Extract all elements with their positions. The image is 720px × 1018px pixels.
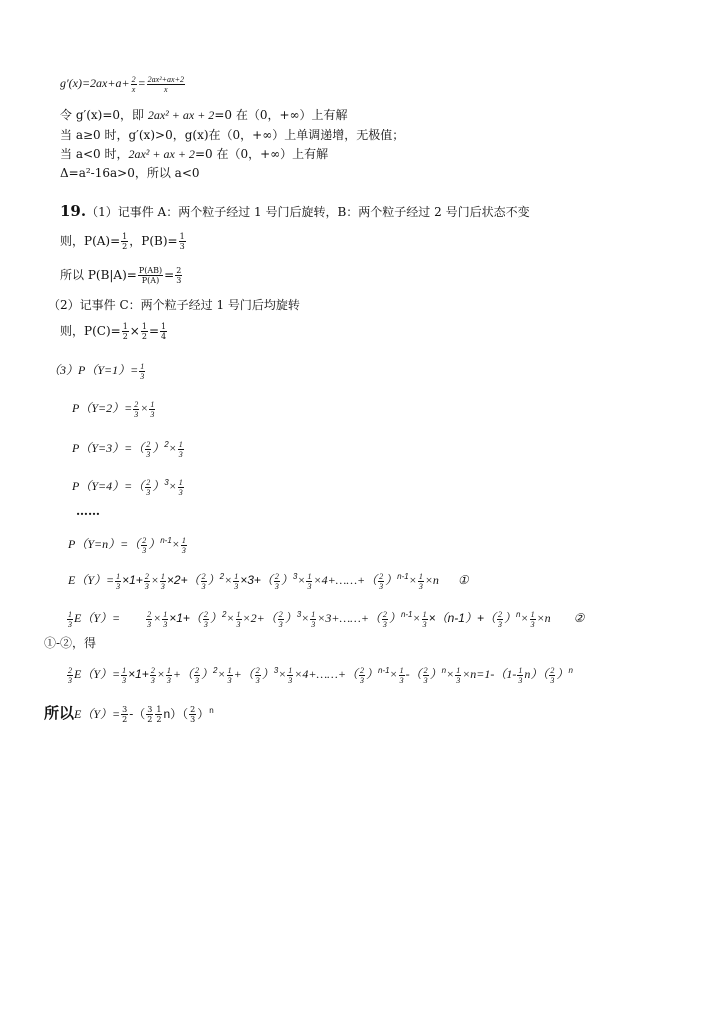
- term: ×2+（: [166, 573, 200, 587]
- fraction: [121, 705, 128, 724]
- term: ×1+（: [169, 611, 202, 625]
- times: ×: [408, 573, 417, 587]
- fraction: [138, 266, 163, 285]
- text: =0 在（0，+∞）上有解: [194, 147, 329, 161]
- denominator: 3: [307, 581, 312, 591]
- text: E（Y）=: [68, 573, 115, 587]
- fraction: [139, 362, 145, 381]
- p-y4-line: [72, 474, 185, 497]
- numerator: 2: [190, 705, 196, 714]
- question-number: 19.: [60, 202, 87, 220]
- conditional-probability-line: [60, 266, 183, 285]
- numerator: P(AB): [138, 266, 163, 275]
- text: 当 a<0 时，: [60, 147, 129, 161]
- times: ×: [301, 611, 310, 625]
- condition-line-3: [60, 145, 328, 163]
- denominator: 2: [122, 715, 128, 724]
- numerator: 2: [146, 439, 151, 449]
- term: ×4+……+（: [313, 573, 378, 587]
- discriminant-line: [60, 164, 200, 182]
- numerator: 2: [382, 609, 387, 619]
- numerator: 1: [122, 322, 128, 331]
- final-result-line: [44, 702, 214, 724]
- numerator: 1: [116, 571, 121, 581]
- text: ）: [365, 667, 378, 681]
- exponent: 3: [164, 478, 169, 487]
- denominator: 3: [179, 242, 185, 251]
- fraction: [146, 610, 152, 629]
- numerator: 2: [142, 535, 147, 545]
- fraction: [122, 322, 129, 341]
- denominator: 3: [68, 675, 72, 685]
- expectation-line-3: [66, 662, 573, 685]
- fraction: [274, 572, 280, 591]
- denominator: 2: [156, 715, 162, 724]
- times: ×: [412, 611, 421, 625]
- term: -（: [405, 667, 422, 681]
- fraction: [166, 666, 172, 685]
- text: ①-②，得: [44, 636, 97, 650]
- fraction: [133, 400, 139, 419]
- text: 令 g′(x)=0，即: [60, 108, 148, 122]
- text: 则，P(C)=: [60, 324, 121, 338]
- denominator: 3: [236, 619, 241, 629]
- numerator: 1: [122, 232, 128, 241]
- term: ×4+……+（: [294, 667, 358, 681]
- numerator: 1: [178, 477, 183, 487]
- denominator: P(A): [141, 276, 160, 285]
- term: ×（n-1）+（: [428, 611, 496, 625]
- denominator: 3: [150, 409, 155, 419]
- text: ）: [201, 667, 214, 681]
- text: n）（: [163, 707, 189, 721]
- denominator: 3: [134, 409, 139, 419]
- math-expr: 2ax² + ax + 2: [147, 108, 215, 122]
- text: ）: [280, 573, 293, 587]
- numerator: 1: [140, 361, 145, 371]
- fraction: [150, 666, 156, 685]
- numerator: 1: [166, 665, 171, 675]
- fraction: [141, 322, 148, 341]
- exponent: 2: [213, 666, 218, 675]
- fraction: [455, 666, 461, 685]
- numerator: 2ax²+ax+2: [147, 74, 184, 84]
- p-y2-line: [72, 399, 156, 419]
- fraction: [155, 705, 162, 724]
- numerator: 1: [418, 571, 423, 581]
- text: ）: [556, 667, 569, 681]
- fraction: [422, 610, 428, 629]
- expectation-line-1: [68, 568, 469, 591]
- denominator: 3: [274, 581, 279, 591]
- numerator: 3: [147, 705, 153, 714]
- fraction: [179, 232, 186, 251]
- numerator: 1: [311, 609, 316, 619]
- fraction: [162, 610, 168, 629]
- numerator: 1: [181, 535, 186, 545]
- numerator: 2: [201, 571, 206, 581]
- numerator: 1: [236, 609, 241, 619]
- times: ×: [224, 573, 233, 587]
- times: ×: [171, 537, 180, 551]
- numerator: 1: [227, 665, 232, 675]
- denominator: 3: [146, 449, 151, 459]
- denominator: 3: [379, 581, 384, 591]
- numerator: 2: [379, 571, 384, 581]
- fraction: [146, 705, 153, 724]
- denominator: 3: [518, 675, 523, 685]
- exponent: 3: [292, 572, 298, 581]
- probability-a-b-line: [60, 232, 187, 251]
- term: +（: [172, 667, 194, 681]
- text: （2）记事件 C：两个粒子经过 1 号门后均旋转: [48, 298, 300, 312]
- subtract-line: [44, 634, 96, 652]
- equals: =: [164, 268, 175, 282]
- numerator: 2: [134, 399, 139, 409]
- numerator: 2: [146, 477, 151, 487]
- fraction: [67, 610, 73, 629]
- text: ）: [207, 573, 220, 587]
- equation-marker: ①: [457, 573, 469, 587]
- fraction: [131, 75, 137, 94]
- term: ×3+……+（: [317, 611, 381, 625]
- fraction: [418, 572, 424, 591]
- numerator: 2: [195, 665, 200, 675]
- denominator: 3: [142, 545, 147, 555]
- numerator: 1: [150, 399, 155, 409]
- denominator: 3: [195, 675, 200, 685]
- text: P（Y=3）=（: [72, 441, 145, 455]
- denominator: 3: [359, 675, 364, 685]
- numerator: 1: [122, 665, 127, 675]
- times: ×: [297, 573, 306, 587]
- numerator: 1: [141, 322, 147, 331]
- fraction: [144, 572, 150, 591]
- text: 当 a≥0 时，g′(x)>0，g(x)在（0，+∞）上单调递增，无极值；: [60, 128, 405, 142]
- fraction: [147, 75, 185, 94]
- text: =0 在（0，+∞）上有解: [214, 108, 348, 122]
- numerator: 2: [150, 665, 155, 675]
- p-yn-line: [68, 532, 188, 555]
- fraction: [278, 610, 284, 629]
- denominator: 3: [160, 581, 165, 591]
- numerator: 1: [178, 439, 183, 449]
- ellipsis-line: [76, 502, 100, 520]
- times: ×: [226, 611, 235, 625]
- numerator: 3: [122, 705, 128, 714]
- numerator: 1: [518, 665, 523, 675]
- text: E（Y）=: [74, 611, 121, 625]
- exponent: 2: [164, 440, 169, 449]
- math-expr: 2ax² + ax + 2: [128, 147, 195, 161]
- text: （3）P（Y=1）=: [48, 363, 139, 377]
- fraction: [517, 666, 523, 685]
- text: ）: [197, 707, 210, 721]
- fraction: [378, 572, 384, 591]
- numerator: 1: [234, 571, 239, 581]
- fraction: [145, 440, 151, 459]
- denominator: 3: [255, 675, 260, 685]
- fraction: [160, 322, 167, 341]
- part-2-line: [48, 296, 300, 314]
- denominator: 3: [144, 581, 149, 591]
- denominator: 3: [550, 675, 555, 685]
- equals: =: [148, 324, 159, 338]
- fraction: [382, 610, 388, 629]
- numerator: 2: [144, 571, 149, 581]
- numerator: 1: [179, 232, 185, 241]
- exponent: 3: [296, 610, 302, 619]
- fraction: [399, 666, 405, 685]
- fraction: [115, 572, 121, 591]
- times: ×: [446, 667, 455, 681]
- derivative-text: g′(x)=2ax+a+: [60, 76, 130, 90]
- fraction: [549, 666, 555, 685]
- exponent: n-1: [160, 536, 172, 545]
- fraction: [194, 666, 200, 685]
- exponent: 2: [219, 572, 225, 581]
- numerator: 1: [399, 665, 404, 675]
- denominator: 3: [147, 619, 152, 629]
- denominator: 2: [147, 715, 153, 724]
- question-19-header: [60, 202, 530, 221]
- numerator: 1: [456, 665, 461, 675]
- numerator: 2: [147, 609, 152, 619]
- denominator: 2: [141, 332, 147, 341]
- times: ×: [168, 479, 177, 493]
- term: ×n: [424, 573, 439, 587]
- fraction: [227, 666, 233, 685]
- denominator: 3: [234, 581, 239, 591]
- text: ）: [152, 441, 165, 455]
- denominator: 3: [146, 487, 151, 497]
- text: ）: [261, 667, 274, 681]
- denominator: 3: [181, 545, 186, 555]
- denominator: 2: [122, 242, 128, 251]
- numerator: 2: [550, 665, 555, 675]
- numerator: 2: [255, 665, 260, 675]
- equation-marker: ②: [573, 611, 585, 625]
- fraction: [233, 572, 239, 591]
- fraction: [67, 666, 73, 685]
- text: -（: [129, 707, 146, 721]
- times: ×: [150, 573, 159, 587]
- denominator: 3: [176, 276, 182, 285]
- denominator: 3: [203, 619, 208, 629]
- numerator: 1: [163, 609, 168, 619]
- term: ×n: [536, 611, 551, 625]
- denominator: 3: [423, 675, 428, 685]
- fraction: [160, 572, 166, 591]
- ellipsis: ……: [76, 504, 100, 518]
- denominator: 3: [497, 619, 502, 629]
- text: P（Y=n）=（: [68, 537, 141, 551]
- times: ×: [520, 611, 529, 625]
- denominator: x: [164, 84, 168, 94]
- fraction: [530, 610, 536, 629]
- times: ×: [278, 667, 287, 681]
- term: ×2+（: [242, 611, 277, 625]
- condition-line-1: [60, 106, 348, 124]
- denominator: 3: [278, 619, 283, 629]
- denominator: 3: [311, 619, 316, 629]
- denominator: 3: [382, 619, 387, 629]
- fraction: [497, 610, 503, 629]
- denominator: 2: [122, 332, 128, 341]
- denominator: 3: [178, 487, 183, 497]
- term: +（: [233, 667, 254, 681]
- conclusion-label: 所以: [44, 704, 75, 722]
- denominator: 3: [456, 675, 461, 685]
- denominator: 3: [163, 619, 168, 629]
- text: ）: [284, 611, 297, 625]
- text: E（Y）=: [74, 667, 121, 681]
- times: ×: [389, 667, 398, 681]
- denominator: 3: [288, 675, 293, 685]
- text: ）: [429, 667, 442, 681]
- exponent: n: [568, 666, 573, 675]
- fraction: [181, 536, 187, 555]
- fraction: [149, 400, 155, 419]
- text: （1）记事件 A：两个粒子经过 1 号门后旋转，B：两个粒子经过 2 号门后状态不变: [86, 205, 530, 219]
- numerator: 1: [422, 609, 427, 619]
- expectation-line-2: [66, 606, 584, 629]
- denominator: 3: [150, 675, 155, 685]
- text: P（Y=2）=: [72, 401, 133, 415]
- fraction: [178, 440, 184, 459]
- denominator: 4: [161, 332, 167, 341]
- p-y1-line: [48, 361, 146, 381]
- exponent: n: [209, 706, 214, 715]
- times: ×: [153, 611, 162, 625]
- numerator: 2: [423, 665, 428, 675]
- fraction: [121, 666, 127, 685]
- fraction: [141, 536, 147, 555]
- denominator: 3: [201, 581, 206, 591]
- denominator: 3: [190, 715, 196, 724]
- denominator: 3: [418, 581, 423, 591]
- text: Δ=a²-16a>0，所以 a<0: [60, 166, 200, 180]
- numerator: 2: [131, 74, 136, 84]
- equals: =: [137, 76, 146, 90]
- exponent: n-1: [377, 666, 390, 675]
- times: ×: [168, 441, 177, 455]
- fraction: [121, 232, 128, 251]
- fraction: [178, 478, 184, 497]
- denominator: 3: [399, 675, 404, 685]
- fraction: [255, 666, 261, 685]
- numerator: 1: [160, 571, 165, 581]
- text: ）: [503, 611, 516, 625]
- fraction: [175, 266, 182, 285]
- denominator: 3: [422, 619, 427, 629]
- condition-line-2: [60, 126, 404, 144]
- fraction: [310, 610, 316, 629]
- times: ×: [140, 401, 149, 415]
- fraction: [201, 572, 207, 591]
- denominator: 3: [227, 675, 232, 685]
- denominator: 3: [166, 675, 171, 685]
- term: ×3+（: [240, 573, 273, 587]
- exponent: n: [441, 666, 447, 675]
- exponent: 3: [273, 666, 279, 675]
- numerator: 2: [274, 571, 279, 581]
- exponent: n-1: [400, 610, 413, 619]
- numerator: 2: [497, 609, 502, 619]
- fraction: [203, 610, 209, 629]
- denominator: x: [131, 84, 136, 94]
- fraction: [236, 610, 242, 629]
- text: ）: [152, 479, 165, 493]
- fraction: [145, 478, 151, 497]
- numerator: 2: [176, 266, 182, 275]
- numerator: 1: [288, 665, 293, 675]
- denominator: 3: [530, 619, 535, 629]
- term: ×1+: [122, 573, 143, 587]
- exponent: n-1: [397, 572, 409, 581]
- numerator: 1: [68, 609, 72, 619]
- term: ×1+: [128, 667, 149, 681]
- term: ×n=1-（1-: [462, 667, 517, 681]
- numerator: 2: [68, 665, 72, 675]
- times: ×: [129, 324, 140, 338]
- fraction: [189, 705, 196, 724]
- times: ×: [156, 667, 165, 681]
- text: 所以 P(B|A)=: [60, 268, 137, 282]
- fraction: [287, 666, 293, 685]
- numerator: 2: [278, 609, 283, 619]
- exponent: n: [516, 610, 521, 619]
- text: ）: [388, 611, 401, 625]
- denominator: 3: [122, 675, 127, 685]
- numerator: 2: [359, 665, 364, 675]
- numerator: 1: [530, 609, 535, 619]
- probability-c-line: [60, 322, 168, 341]
- times: ×: [217, 667, 226, 681]
- term: n）（: [524, 667, 549, 681]
- text: P（Y=4）=（: [72, 479, 145, 493]
- text: ，P(B)=: [129, 234, 178, 248]
- numerator: 2: [203, 609, 208, 619]
- text: ）: [385, 573, 398, 587]
- exponent: 2: [221, 610, 227, 619]
- text: ）: [148, 537, 161, 551]
- text: ）: [209, 611, 222, 625]
- fraction: [423, 666, 429, 685]
- fraction: [306, 572, 312, 591]
- denominator: 3: [178, 449, 183, 459]
- numerator: 1: [156, 705, 162, 714]
- fraction: [359, 666, 365, 685]
- denominator: 3: [116, 581, 121, 591]
- numerator: 1: [161, 322, 167, 331]
- denominator: 3: [140, 371, 145, 381]
- numerator: 1: [307, 571, 312, 581]
- derivative-line: [60, 74, 186, 94]
- p-y3-line: [72, 436, 185, 459]
- text: 则，P(A)=: [60, 234, 121, 248]
- text: E（Y）=: [74, 707, 121, 721]
- denominator: 3: [68, 619, 72, 629]
